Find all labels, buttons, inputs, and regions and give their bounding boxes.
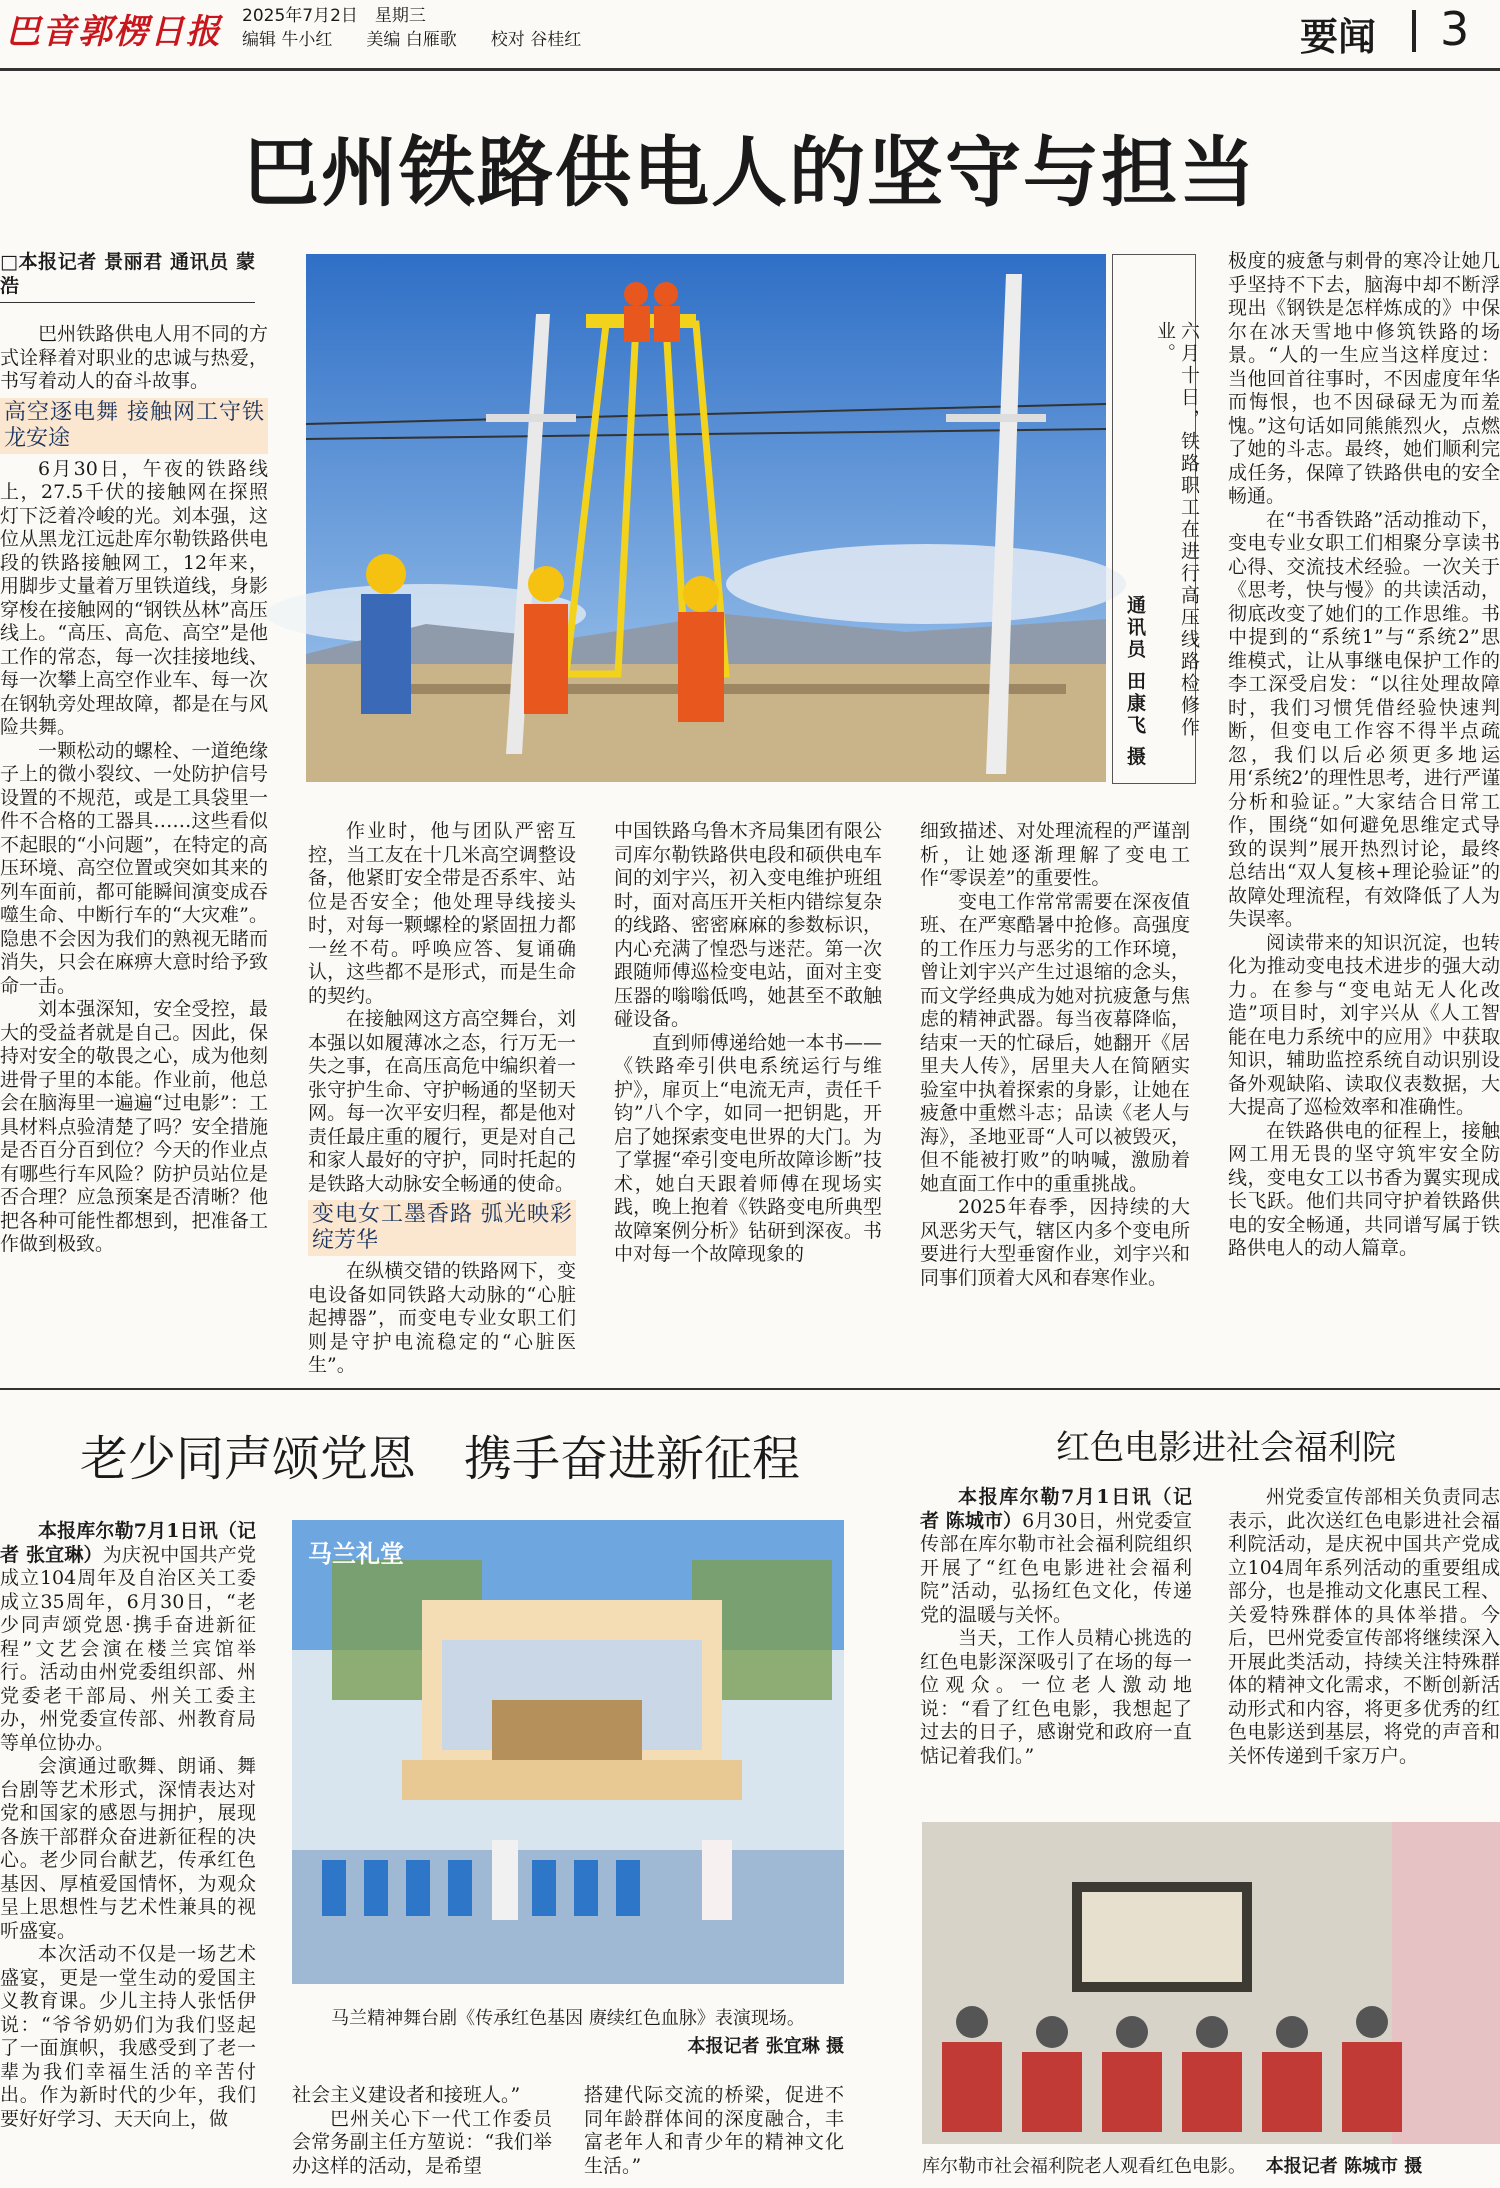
welfare-photo-credit: 本报记者 陈城市 摄 <box>1265 2156 1423 2177</box>
photo-illustration <box>306 254 1106 782</box>
paragraph: 会演通过歌舞、朗诵、舞台剧等艺术形式，深情表达对党和国家的感恩与拥护，展现各族干部群众奋进新征程的决心。老少同台献艺，传承红色基因、厚植爱国情怀，为观众呈上思想性与艺术性兼具的视听盛宴。 <box>0 1755 256 1942</box>
story2-headline: 老少同声颂党恩 携手奋进新征程 <box>80 1431 801 1487</box>
main-column-1 <box>0 250 268 1360</box>
paragraph <box>0 1520 256 1755</box>
main-headline: 巴州铁路供电人的坚守与担当 <box>243 128 1257 217</box>
newspaper-logo: 巴音郭楞日报 <box>6 12 222 52</box>
paragraph: 巴州铁路供电人用不同的方式诠释着对职业的忠诚与热爱，书写着动人的奋斗故事。 <box>0 323 268 392</box>
section-divider <box>1412 10 1416 52</box>
paragraph: 一颗松动的螺栓、一道绝缘子上的微小裂纹、一处防护信号设置的不规范，或是工具袋里一件不合格的工器具……这些看似不起眼的“小问题”，在特定的高压环境、高空位置或突如其来的列车面前，都可能瞬间演变成吞噬生命、中断行车的“大灾难”。隐患不会因为我们的熟视无睹而消失，只会在麻痹大意时给予致命一击。 <box>0 739 268 997</box>
main-column-2 <box>308 820 576 1376</box>
story2-column-1 <box>0 1520 256 2188</box>
stage-photo-credit: 本报记者 张宜琳 摄 <box>687 2036 844 2057</box>
stage-photo-caption: 马兰精神舞台剧《传承红色基因 赓续红色血脉》表演现场。 <box>331 2008 805 2029</box>
paragraph: 细致描述、对处理流程的严谨剖析，让她逐渐理解了变电工作“零误差”的重要性。 <box>920 820 1190 889</box>
story2-column-3 <box>584 2084 844 2188</box>
stage-illustration <box>292 1520 844 1984</box>
paragraph: 巴州关心下一代工作委员会常务副主任方堃说：“我们举办这样的活动，是希望 <box>292 2107 552 2177</box>
paragraph: 变电工作常常需要在深夜值班、在严寒酷暑中抢修。高强度的工作压力与恶劣的工作环境，曾让刘宇兴产生过退缩的念头，而文学经典成为她对抗疲惫与焦虑的精神武器。每当夜幕降临，结束一天的忙碌后，她翻开《居里夫人传》，居里夫人在简陋实验室中执着探索的身影，让她在疲惫中重燃斗志；品读《老人与海》，圣地亚哥“人可以被毁灭，但不能被打败”的呐喊，激励着她直面工作中的重重挑战。 <box>920 890 1190 1195</box>
photo-caption-box <box>1112 254 1200 784</box>
paragraph: 社会主义建设者和接班人。” <box>292 2084 521 2106</box>
story2-dateline: 本报库尔勒7月1日讯（记者 张宜琳） <box>0 1520 256 1566</box>
main-byline: □本报记者 景丽君 通讯员 蒙浩 <box>0 250 255 303</box>
issue-info <box>242 4 581 52</box>
story3-column-1 <box>920 1486 1192 1800</box>
main-photo-credit: 通讯员 田康飞 摄 <box>1124 595 1146 769</box>
rail-maintenance-photo <box>306 254 1106 782</box>
paragraph: 在纵横交错的铁路网下，变电设备如同铁路大动脉的“心脏起搏器”，而变电专业女职工们则是守护电流稳定的“心脏医生”。 <box>308 1260 576 1376</box>
section-rule <box>0 1388 1500 1390</box>
paragraph: 在“书香铁路”活动推动下，变电专业女职工们相聚分享读书心得、交流技术经验。一次关于《思考，快与慢》的共读活动，彻底改变了她们的工作思维。书中提到的“系统1”与“系统2”思维模式，让从事继电保护工作的李工深受启发：“以往处理故障时，我们习惯凭借经验快速判断，但变电工作容不得半点疏忽，我们以后必须更多地运用‘系统2’的理性思考，进行严谨分析和验证。”大家结合日常工作，围绕“如何避免思维定式导致的误判”展开热烈讨论，最终总结出“双人复核+理论验证”的故障处理流程，有效降低了人为失误率。 <box>1228 508 1500 930</box>
editor-credits: 编辑 牛小红 美编 白雁歌 校对 谷桂红 <box>242 30 582 50</box>
stage-performance-photo <box>292 1520 844 1984</box>
screening-illustration <box>922 1822 1500 2144</box>
page-number: 3 <box>1440 2 1470 56</box>
paragraph: 6月30日，午夜的铁路线上，27.5千伏的接触网在探照灯下泛着冷峻的光。刘本强，这位从黑龙江远赴库尔勒铁路供电段的铁路接触网工，12年来，用脚步丈量着万里铁道线，身影穿梭在接触网的“钢铁丛林”高压线上。“高压、高危、高空”是他工作的常态，每一次挂接地线、每一次攀上高空作业车、每一次在钢轨旁处理故障，都是在与风险共舞。 <box>0 457 268 738</box>
paragraph: 中国铁路乌鲁木齐局集团有限公司库尔勒铁路供电段和硕供电车间的刘宇兴，初入变电维护班组时，面对高压开关柜内错综复杂的线路、密密麻麻的参数标识，内心充满了惶恐与迷茫。第一次跟随师傅巡检变电站，面对主变压器的嗡嗡低鸣，她甚至不敢触碰设备。 <box>614 820 882 1030</box>
paragraph: 当天，工作人员精心挑选的红色电影深深吸引了在场的每一位观众。一位老人激动地说：“看了红色电影，我想起了过去的日子，感谢党和政府一直惦记着我们。” <box>920 1627 1192 1767</box>
paragraph: 极度的疲惫与刺骨的寒冷让她几乎坚持不下去，脑海中却不断浮现出《钢铁是怎样炼成的》中保尔在冰天雪地中修筑铁路的场景。“人的一生应当这样度过：当他回首往事时，不因虚度年华而悔恨，也不因碌碌无为而羞愧。”这句话如同熊熊烈火，点燃了她的斗志。最终，她们顺利完成任务，保障了铁路供电的安全畅通。 <box>1228 250 1500 507</box>
paragraph: 2025年春季，因持续的大风恶劣天气，辖区内多个变电所要进行大型垂窗作业，刘宇兴和同事们顶着大风和春寒作业。 <box>920 1196 1190 1289</box>
subheading-2: 变电女工墨香路 弧光映彩绽芳华 <box>308 1200 576 1256</box>
subheading-1: 高空逐电舞 接触网工守铁龙安途 <box>0 398 268 454</box>
masthead-rule <box>0 68 1500 71</box>
main-column-3 <box>614 820 882 1360</box>
paragraph <box>920 1486 1192 1627</box>
story2-column-2 <box>292 2084 552 2188</box>
paragraph: 在铁路供电的征程上，接触网工用无畏的坚守筑牢安全防线，变电女工以书香为翼实现成长飞跃。他们共同守护着铁路供电的安全畅通，共同谱写属于铁路供电人的动人篇章。 <box>1228 1119 1500 1259</box>
main-photo-caption: 六月十日，铁路职工在进行高压线路检修作业。 <box>1154 321 1200 739</box>
story3-headline: 红色电影进社会福利院 <box>1056 1428 1396 1468</box>
issue-date: 2025年7月2日 星期三 <box>242 6 426 26</box>
paragraph: 直到师傅递给她一本书——《铁路牵引供电系统运行与维护》，扉页上“电流无声，责任千钧”八个字，如同一把钥匙，开启了她探索变电世界的大门。为了掌握“牵引变电所故障诊断”技术，她白天跟着师傅在现场实践，晚上抱着《铁路变电所典型故障案例分析》钻研到深夜。书中对每一个故障现象的 <box>614 1031 882 1265</box>
paragraph: 阅读带来的知识沉淀，也转化为推动变电技术进步的强大动力。在参与“变电站无人化改造”项目时，刘宇兴从《人工智能在电力系统中的应用》中获取知识，辅助监控系统自动识别设备外观缺陷、读取仪表数据，大大提高了巡检效率和准确性。 <box>1228 931 1500 1118</box>
paragraph: 搭建代际交流的桥梁，促进不同年龄群体间的深度融合，丰富老年人和青少年的精神文化生活。” <box>584 2084 844 2177</box>
paragraph: 作业时，他与团队严密互控，当工友在十几米高空调整设备，他紧盯安全带是否系牢、站位是否安全；他处理导线接头时，对每一颗螺栓的紧固扭力都一丝不苟。呼唤应答、复诵确认，这些都不是形式，而是生命的契约。 <box>308 820 576 1007</box>
welfare-photo-caption: 库尔勒市社会福利院老人观看红色电影。 <box>922 2156 1246 2177</box>
paragraph: 州党委宣传部相关负责同志表示，此次送红色电影进社会福利院活动，是庆祝中国共产党成立104周年系列活动的重要组成部分，也是推动文化惠民工程、关爱特殊群体的具体举措。今后，巴州党委宣传部将继续深入开展此类活动，持续关注特殊群体的精神文化需求，不断创新活动形式和内容，将更多优秀的红色电影送到基层，将党的声音和关怀传递到千家万户。 <box>1228 1486 1500 1767</box>
story3-column-2 <box>1228 1486 1500 1800</box>
paragraph: 在接触网这方高空舞台，刘本强以如履薄冰之态，行万无一失之事，在高压高危中编织着一张守护生命、守护畅通的坚韧天网。每一次平安归程，都是他对责任最庄重的履行，更是对自己和家人最好的守护，同时托起的是铁路大动脉安全畅通的使命。 <box>308 1008 576 1195</box>
section-label: 要闻 <box>1300 15 1377 59</box>
paragraph: 本次活动不仅是一场艺术盛宴，更是一堂生动的爱国主义教育课。少儿主持人张恬伊说：“爷爷奶奶们为我们竖起了一面旗帜，我感受到了老一辈为我们幸福生活的辛苦付出。作为新时代的少年，我们要好好学习、天天向上，做 <box>0 1943 256 2130</box>
main-column-5 <box>1228 250 1500 1360</box>
story2-p1: 为庆祝中国共产党成立104周年及自治区关工委成立35周年，6月30日，“老少同声颂党恩·携手奋进新征程”文艺会演在楼兰宾馆举行。活动由州党委组织部、州党委老干部局、州关工委主办，州党委宣传部、州教育局等单位协办。 <box>0 1543 256 1754</box>
welfare-photo-caption-row <box>922 2154 1500 2180</box>
welfare-home-photo <box>922 1822 1500 2144</box>
building-sign: 马兰礼堂 <box>308 1540 404 1568</box>
main-column-4 <box>920 820 1190 1360</box>
story3-dateline: 本报库尔勒7月1日讯（记者 陈城市） <box>920 1486 1192 1532</box>
story3-p1: 6月30日，州党委宣传部在库尔勒市社会福利院组织开展了“红色电影进社会福利院”活动，弘扬红色文化，传递党的温暖与关怀。 <box>920 1509 1192 1626</box>
paragraph: 刘本强深知，安全受控，最大的受益者就是自己。因此，保持对安全的敬畏之心，成为他刻进骨子里的本能。作业前，他总会在脑海里一遍遍“过电影”：工具材料点验清楚了吗？安全措施是否百分百到位？今天的作业点有哪些行车风险？防护员站位是否合理？应急预案是否清晰？他把各种可能性都想到，把准备工作做到极致。 <box>0 998 268 1255</box>
